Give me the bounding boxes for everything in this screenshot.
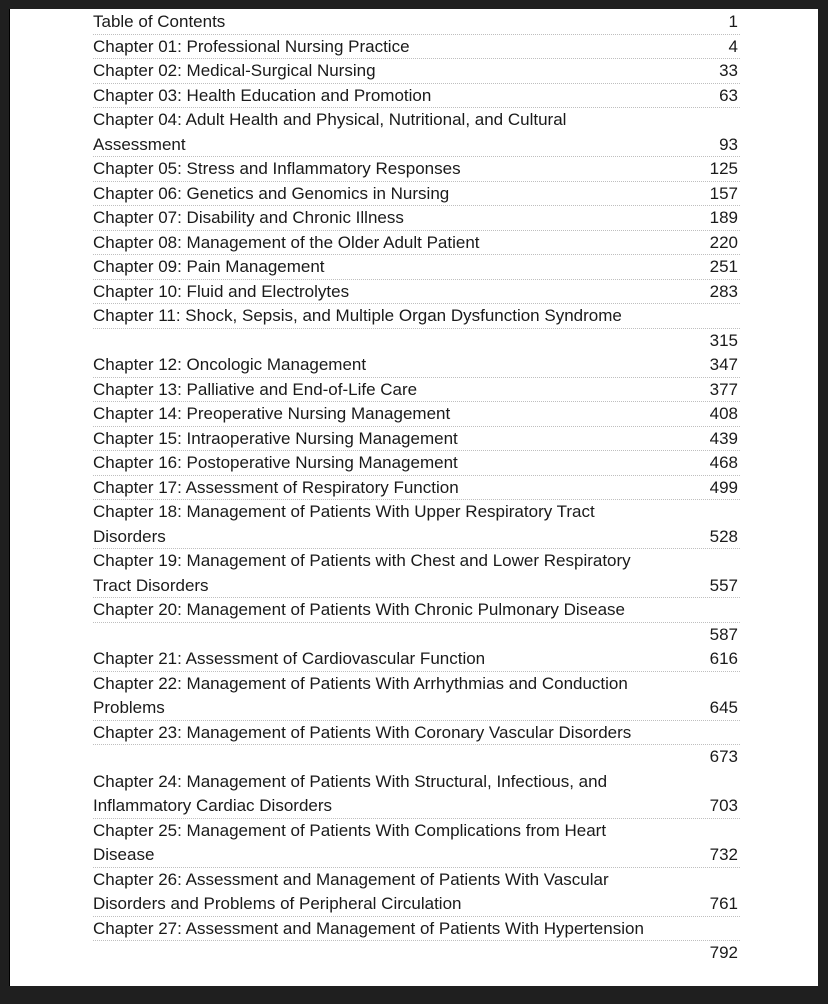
toc-entry-title: Disease — [93, 845, 155, 864]
toc-row — [93, 476, 740, 501]
toc-row — [93, 157, 740, 182]
toc-entry-title: Inflammatory Cardiac Disorders — [93, 796, 333, 815]
toc-row — [93, 280, 740, 305]
toc-entry-title: Chapter 03: Health Education and Promotion — [93, 85, 432, 105]
toc-entry-page-number: 220 — [709, 232, 738, 252]
toc-entry-title: Chapter 26: Assessment and Management of Patients With Vascular — [93, 869, 609, 889]
toc-entry-page-number: 283 — [709, 281, 738, 301]
toc-entry-page-number: 761 — [709, 894, 738, 913]
toc-entry-page-number: 468 — [709, 453, 738, 472]
toc-entry-title: Table of Contents — [93, 12, 226, 31]
toc-entry-title: Chapter 01: Professional Nursing Practice — [93, 36, 410, 56]
toc-entry-page-number: 189 — [709, 208, 738, 227]
toc-entry-page-number: 63 — [719, 85, 738, 105]
toc-row — [93, 231, 740, 256]
toc-entry-title: Chapter 15: Intraoperative Nursing Management — [93, 428, 458, 448]
toc-row — [93, 941, 740, 966]
toc-row — [93, 868, 740, 893]
toc-row — [93, 108, 740, 133]
toc-entry-page-number: 645 — [709, 698, 738, 717]
toc-entry-page-number: 1 — [728, 12, 738, 31]
toc-row — [93, 574, 740, 599]
toc-entry-title: Chapter 08: Management of the Older Adult Patient — [93, 232, 480, 252]
toc-entry-page-number: 125 — [709, 159, 738, 178]
toc-entry-title: Chapter 06: Genetics and Genomics in Nursing — [93, 183, 450, 203]
toc-entry-title: Chapter 25: Management of Patients With Complications from Heart — [93, 820, 607, 840]
toc-entry-title: Chapter 22: Management of Patients With Arrhythmias and Conduction — [93, 673, 628, 693]
toc-entry-title: Disorders — [93, 526, 166, 546]
toc-entry-page-number: 33 — [719, 61, 738, 80]
toc-entry-title: Chapter 23: Management of Patients With Coronary Vascular Disorders — [93, 722, 632, 742]
toc-row — [93, 794, 740, 819]
toc-entry-page-number: 4 — [728, 36, 738, 56]
toc-entry-page-number: 587 — [709, 624, 738, 644]
toc-entry-page-number: 408 — [709, 404, 738, 423]
toc-row — [93, 892, 740, 917]
toc-entry-page-number: 557 — [709, 575, 738, 595]
toc-entry-title: Disorders and Problems of Peripheral Circulation — [93, 894, 462, 913]
toc-entry-page-number: 792 — [709, 943, 738, 962]
toc-entry-title: Chapter 07: Disability and Chronic Illness — [93, 208, 404, 227]
toc-entry-title: Chapter 18: Management of Patients With Upper Respiratory Tract — [93, 502, 595, 521]
toc-row — [93, 696, 740, 721]
toc-entry-title: Chapter 20: Management of Patients With Chronic Pulmonary Disease — [93, 600, 625, 619]
toc-row — [93, 672, 740, 697]
toc-entry-title: Chapter 24: Management of Patients With Structural, Infectious, and — [93, 771, 608, 791]
toc-row — [93, 500, 740, 525]
toc-entry-title: Chapter 02: Medical-Surgical Nursing — [93, 61, 376, 80]
toc-entry-title: Chapter 04: Adult Health and Physical, Nutritional, and Cultural — [93, 110, 567, 129]
toc-entry-page-number: 528 — [709, 526, 738, 546]
toc-row — [93, 133, 740, 158]
toc-entry-title: Chapter 19: Management of Patients with Chest and Lower Respiratory — [93, 551, 631, 570]
toc-entry-title: Chapter 12: Oncologic Management — [93, 355, 367, 374]
toc-row — [93, 525, 740, 550]
toc-entry-title: Chapter 10: Fluid and Electrolytes — [93, 281, 350, 301]
toc-entry-title: Assessment — [93, 134, 186, 154]
toc-row — [93, 451, 740, 476]
toc-row — [93, 623, 740, 648]
toc-entry-page-number: 93 — [719, 134, 738, 154]
toc-entry-title: Tract Disorders — [93, 575, 209, 595]
toc-row — [93, 598, 740, 623]
toc-entry-title: Chapter 27: Assessment and Management of Patients With Hypertension — [93, 918, 644, 938]
toc-page — [9, 9, 818, 986]
toc-row — [93, 255, 740, 280]
toc-entry-page-number: 732 — [709, 845, 738, 864]
toc-row — [93, 378, 740, 403]
toc-row — [93, 304, 740, 329]
toc-entry-page-number: 347 — [709, 355, 738, 374]
toc-entry-page-number: 499 — [709, 477, 738, 497]
toc-row — [93, 647, 740, 672]
toc-entry-page-number: 315 — [709, 330, 738, 350]
toc-row — [93, 206, 740, 231]
toc-entry-title: Chapter 16: Postoperative Nursing Management — [93, 453, 458, 472]
toc-entry-page-number: 157 — [709, 183, 738, 203]
toc-entry-title: Chapter 17: Assessment of Respiratory Function — [93, 477, 459, 497]
toc-entry-page-number: 616 — [709, 649, 738, 668]
toc-row — [93, 10, 740, 35]
toc-row — [93, 721, 740, 746]
toc-row — [93, 770, 740, 795]
toc-row — [93, 84, 740, 109]
toc-row — [93, 427, 740, 452]
toc-entry-title: Chapter 09: Pain Management — [93, 257, 325, 276]
toc-entry-page-number: 703 — [709, 796, 738, 815]
toc-entry-page-number: 439 — [709, 428, 738, 448]
toc-row — [93, 745, 740, 770]
toc-row — [93, 329, 740, 354]
toc-row — [93, 843, 740, 868]
toc-entry-page-number: 377 — [709, 379, 738, 399]
toc-entry-page-number: 251 — [709, 257, 738, 276]
toc-entry-title: Chapter 11: Shock, Sepsis, and Multiple Organ Dysfunction Syndrome — [93, 306, 622, 325]
toc-entry-title: Chapter 21: Assessment of Cardiovascular Function — [93, 649, 486, 668]
toc-row — [93, 819, 740, 844]
toc-row — [93, 402, 740, 427]
toc-entry-title: Chapter 14: Preoperative Nursing Management — [93, 404, 451, 423]
toc-entry-page-number: 673 — [709, 747, 738, 766]
toc-entry-title: Problems — [93, 698, 165, 717]
toc-row — [93, 549, 740, 574]
toc-row — [93, 59, 740, 84]
toc-entry-title: Chapter 13: Palliative and End-of-Life Care — [93, 379, 418, 399]
toc-entry-title: Chapter 05: Stress and Inflammatory Responses — [93, 159, 461, 178]
toc-row — [93, 182, 740, 207]
toc-row — [93, 35, 740, 60]
toc-row — [93, 353, 740, 378]
toc-row — [93, 917, 740, 942]
